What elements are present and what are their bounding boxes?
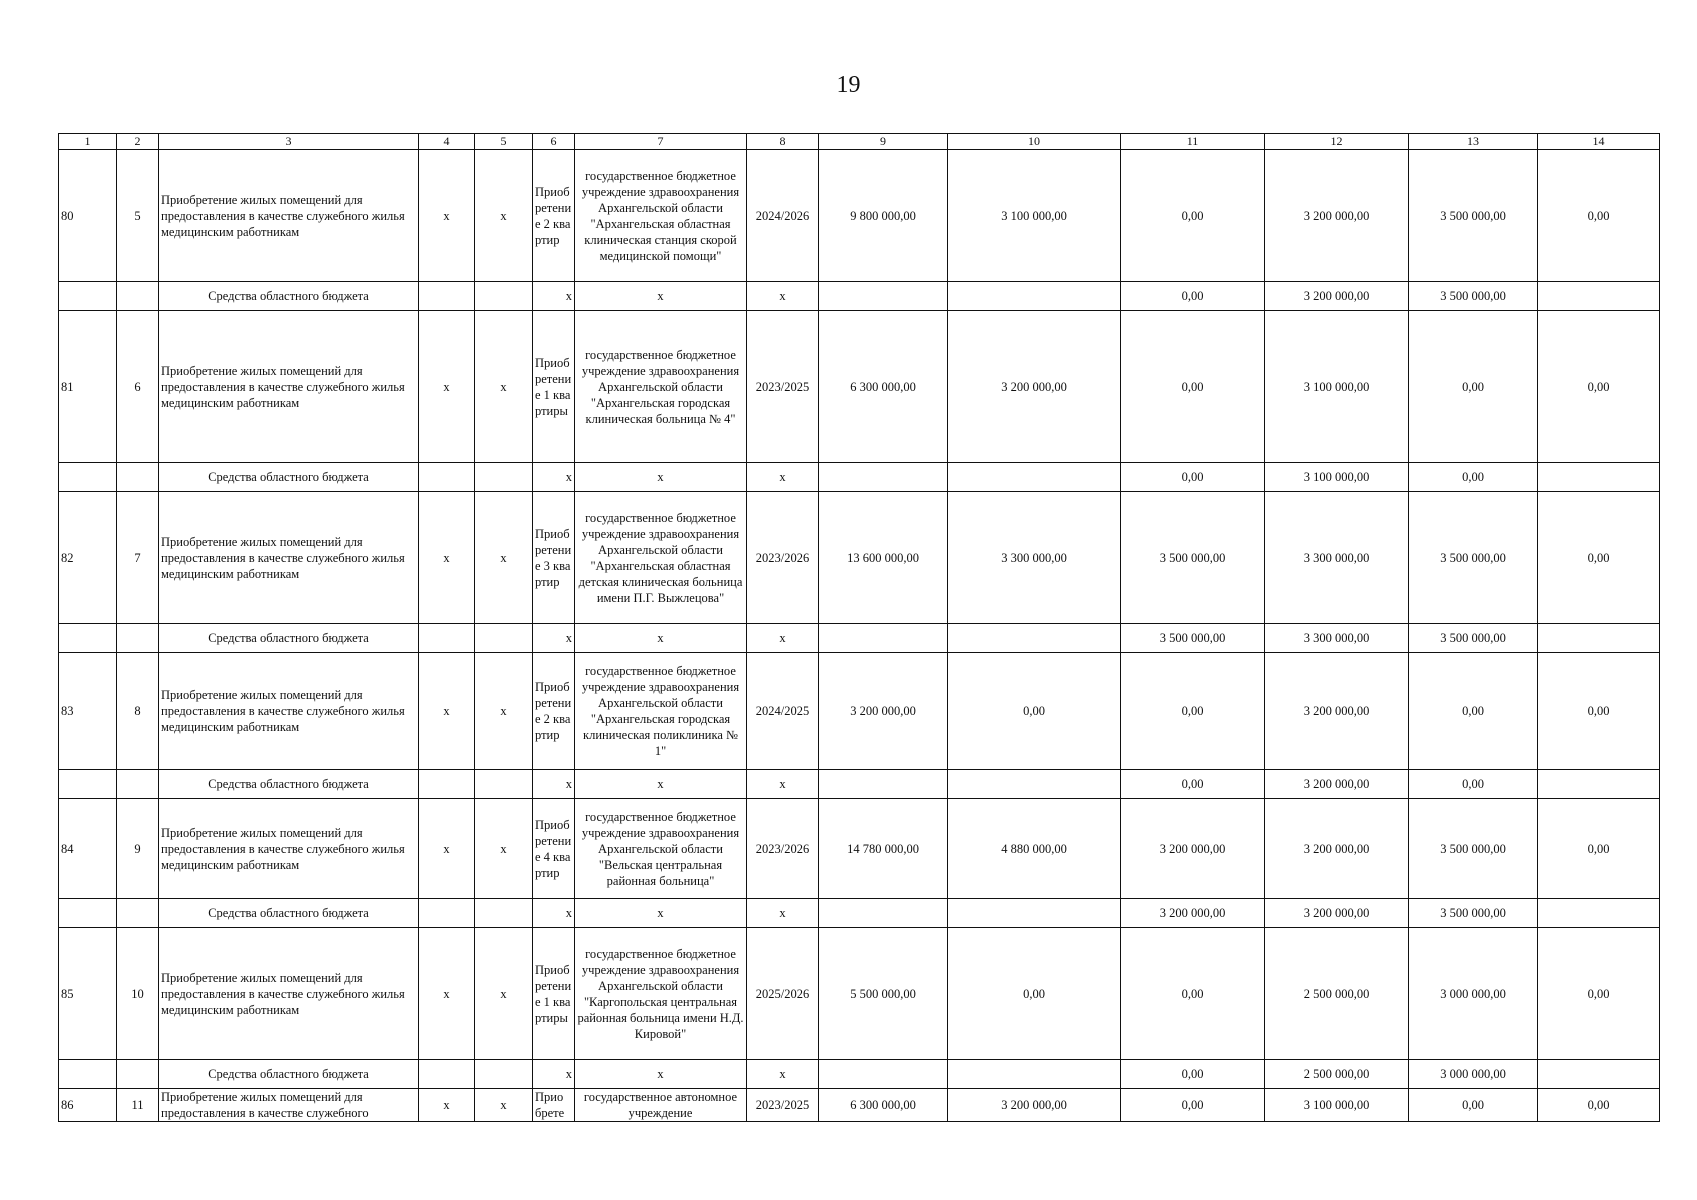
institution-name: государственное бюджетное учреждение здравоохранения Архангельской области "Архангельская городская клиническая поликлиника № 1" xyxy=(575,653,747,770)
empty-cell xyxy=(819,282,948,311)
amount-col12: 3 300 000,00 xyxy=(1265,492,1409,624)
amount-col11: 0,00 xyxy=(1121,653,1265,770)
period: 2024/2026 xyxy=(747,150,819,282)
program-table xyxy=(58,133,1660,1122)
empty-cell xyxy=(948,624,1121,653)
empty-cell xyxy=(419,624,475,653)
measure-type: Приобретение 3 квартир xyxy=(533,492,575,624)
col7-cell: х xyxy=(575,1060,747,1089)
amount-col14: 0,00 xyxy=(1538,928,1660,1060)
amount-col13: 3 500 000,00 xyxy=(1409,899,1538,928)
col8-cell: х xyxy=(747,899,819,928)
col4-cell: х xyxy=(419,492,475,624)
header-cell: 11 xyxy=(1121,134,1265,150)
funding-source-label: Средства областного бюджета xyxy=(159,1060,419,1089)
amount-col13: 3 500 000,00 xyxy=(1409,150,1538,282)
amount-col13: 3 500 000,00 xyxy=(1409,799,1538,899)
col6-cell: х xyxy=(533,1060,575,1089)
empty-cell xyxy=(1538,770,1660,799)
row-number: 83 xyxy=(59,653,117,770)
institution-name: государственное автономное учреждение xyxy=(575,1089,747,1122)
funding-source-row xyxy=(59,1060,1660,1089)
page-number: 19 xyxy=(836,72,861,98)
empty-cell xyxy=(1538,899,1660,928)
empty-cell xyxy=(59,463,117,492)
empty-cell xyxy=(59,282,117,311)
header-cell: 7 xyxy=(575,134,747,150)
col6-cell: х xyxy=(533,463,575,492)
col8-cell: х xyxy=(747,770,819,799)
empty-cell xyxy=(475,899,533,928)
empty-cell xyxy=(475,770,533,799)
empty-cell xyxy=(59,1060,117,1089)
amount-col10: 3 200 000,00 xyxy=(948,311,1121,463)
total-amount: 3 200 000,00 xyxy=(819,653,948,770)
amount-col10: 3 200 000,00 xyxy=(948,1089,1121,1122)
col5-cell: х xyxy=(475,799,533,899)
institution-name: государственное бюджетное учреждение здравоохранения Архангельской области "Архангельская областная детская клиническая больница имени П.Г. Выжлецова" xyxy=(575,492,747,624)
total-amount: 14 780 000,00 xyxy=(819,799,948,899)
amount-col12: 3 100 000,00 xyxy=(1265,1089,1409,1122)
table-row xyxy=(59,1089,1660,1122)
col7-cell: х xyxy=(575,899,747,928)
total-amount: 6 300 000,00 xyxy=(819,1089,948,1122)
institution-name: государственное бюджетное учреждение здравоохранения Архангельской области "Архангельская областная клиническая станция скорой медицинской помощи" xyxy=(575,150,747,282)
empty-cell xyxy=(1538,463,1660,492)
measure-type: Приобретение 2 квартир xyxy=(533,150,575,282)
amount-col11: 3 200 000,00 xyxy=(1121,899,1265,928)
empty-cell xyxy=(1538,624,1660,653)
sub-number: 10 xyxy=(117,928,159,1060)
header-cell: 8 xyxy=(747,134,819,150)
amount-col14: 0,00 xyxy=(1538,1089,1660,1122)
amount-col10: 3 300 000,00 xyxy=(948,492,1121,624)
sub-number: 11 xyxy=(117,1089,159,1122)
col5-cell: х xyxy=(475,492,533,624)
amount-col13: 0,00 xyxy=(1409,1089,1538,1122)
amount-col11: 0,00 xyxy=(1121,463,1265,492)
measure-name: Приобретение жилых помещений для предоставления в качестве служебного жилья медицинским работникам xyxy=(159,928,419,1060)
amount-col14: 0,00 xyxy=(1538,799,1660,899)
empty-cell xyxy=(819,624,948,653)
col6-cell: х xyxy=(533,624,575,653)
col5-cell: х xyxy=(475,311,533,463)
amount-col14: 0,00 xyxy=(1538,492,1660,624)
amount-col14: 0,00 xyxy=(1538,653,1660,770)
amount-col12: 3 200 000,00 xyxy=(1265,150,1409,282)
table-row xyxy=(59,799,1660,899)
measure-name: Приобретение жилых помещений для предоставления в качестве служебного жилья медицинским работникам xyxy=(159,311,419,463)
measure-name: Приобретение жилых помещений для предоставления в качестве служебного жилья медицинским работникам xyxy=(159,492,419,624)
amount-col12: 3 200 000,00 xyxy=(1265,899,1409,928)
empty-cell xyxy=(419,1060,475,1089)
row-number: 82 xyxy=(59,492,117,624)
empty-cell xyxy=(819,770,948,799)
col7-cell: х xyxy=(575,770,747,799)
empty-cell xyxy=(117,770,159,799)
col6-cell: х xyxy=(533,282,575,311)
empty-cell xyxy=(117,282,159,311)
funding-source-row xyxy=(59,624,1660,653)
amount-col11: 0,00 xyxy=(1121,282,1265,311)
funding-source-label: Средства областного бюджета xyxy=(159,282,419,311)
amount-col13: 0,00 xyxy=(1409,770,1538,799)
col4-cell: х xyxy=(419,150,475,282)
amount-col11: 0,00 xyxy=(1121,150,1265,282)
amount-col12: 3 300 000,00 xyxy=(1265,624,1409,653)
measure-type: Приобретение 1 квартиры xyxy=(533,311,575,463)
measure-name: Приобретение жилых помещений для предоставления в качестве служебного жилья медицинским работникам xyxy=(159,653,419,770)
table-row xyxy=(59,928,1660,1060)
col4-cell: х xyxy=(419,653,475,770)
funding-source-label: Средства областного бюджета xyxy=(159,899,419,928)
amount-col11: 0,00 xyxy=(1121,1089,1265,1122)
header-cell: 9 xyxy=(819,134,948,150)
col8-cell: х xyxy=(747,282,819,311)
amount-col14: 0,00 xyxy=(1538,311,1660,463)
col6-cell: х xyxy=(533,899,575,928)
period: 2023/2026 xyxy=(747,799,819,899)
empty-cell xyxy=(117,624,159,653)
col7-cell: х xyxy=(575,463,747,492)
amount-col13: 0,00 xyxy=(1409,653,1538,770)
amount-col13: 0,00 xyxy=(1409,311,1538,463)
amount-col13: 3 500 000,00 xyxy=(1409,624,1538,653)
col4-cell: х xyxy=(419,799,475,899)
amount-col11: 0,00 xyxy=(1121,1060,1265,1089)
col8-cell: х xyxy=(747,1060,819,1089)
amount-col12: 2 500 000,00 xyxy=(1265,928,1409,1060)
empty-cell xyxy=(475,1060,533,1089)
amount-col12: 3 200 000,00 xyxy=(1265,653,1409,770)
col4-cell: х xyxy=(419,1089,475,1122)
amount-col12: 3 200 000,00 xyxy=(1265,770,1409,799)
col4-cell: х xyxy=(419,928,475,1060)
amount-col11: 0,00 xyxy=(1121,770,1265,799)
header-cell: 10 xyxy=(948,134,1121,150)
row-number: 85 xyxy=(59,928,117,1060)
table-row xyxy=(59,492,1660,624)
amount-col13: 3 000 000,00 xyxy=(1409,1060,1538,1089)
header-cell: 14 xyxy=(1538,134,1660,150)
period: 2025/2026 xyxy=(747,928,819,1060)
amount-col11: 0,00 xyxy=(1121,311,1265,463)
period: 2023/2025 xyxy=(747,1089,819,1122)
col4-cell: х xyxy=(419,311,475,463)
col6-cell: х xyxy=(533,770,575,799)
empty-cell xyxy=(59,624,117,653)
empty-cell xyxy=(475,463,533,492)
empty-cell xyxy=(948,1060,1121,1089)
total-amount: 13 600 000,00 xyxy=(819,492,948,624)
row-number: 86 xyxy=(59,1089,117,1122)
amount-col13: 3 000 000,00 xyxy=(1409,928,1538,1060)
funding-source-label: Средства областного бюджета xyxy=(159,463,419,492)
empty-cell xyxy=(59,770,117,799)
measure-type: Приобретение 4 квартир xyxy=(533,799,575,899)
funding-source-row xyxy=(59,463,1660,492)
measure-type: Приобретение 2 квартир xyxy=(533,653,575,770)
empty-cell xyxy=(948,282,1121,311)
header-cell: 6 xyxy=(533,134,575,150)
col7-cell: х xyxy=(575,624,747,653)
sub-number: 7 xyxy=(117,492,159,624)
empty-cell xyxy=(819,463,948,492)
amount-col12: 3 200 000,00 xyxy=(1265,799,1409,899)
amount-col11: 3 200 000,00 xyxy=(1121,799,1265,899)
amount-col12: 3 100 000,00 xyxy=(1265,311,1409,463)
col8-cell: х xyxy=(747,463,819,492)
row-number: 81 xyxy=(59,311,117,463)
period: 2024/2025 xyxy=(747,653,819,770)
period: 2023/2025 xyxy=(747,311,819,463)
col5-cell: х xyxy=(475,928,533,1060)
header-cell: 5 xyxy=(475,134,533,150)
sub-number: 6 xyxy=(117,311,159,463)
measure-type: Прио брете xyxy=(533,1089,575,1122)
funding-source-label: Средства областного бюджета xyxy=(159,770,419,799)
amount-col10: 3 100 000,00 xyxy=(948,150,1121,282)
period: 2023/2026 xyxy=(747,492,819,624)
row-number: 84 xyxy=(59,799,117,899)
empty-cell xyxy=(117,1060,159,1089)
total-amount: 9 800 000,00 xyxy=(819,150,948,282)
header-cell: 4 xyxy=(419,134,475,150)
amount-col13: 3 500 000,00 xyxy=(1409,282,1538,311)
table-row xyxy=(59,311,1660,463)
funding-source-row xyxy=(59,282,1660,311)
amount-col11: 0,00 xyxy=(1121,928,1265,1060)
funding-source-label: Средства областного бюджета xyxy=(159,624,419,653)
sub-number: 9 xyxy=(117,799,159,899)
amount-col11: 3 500 000,00 xyxy=(1121,624,1265,653)
amount-col13: 0,00 xyxy=(1409,463,1538,492)
empty-cell xyxy=(475,282,533,311)
empty-cell xyxy=(819,1060,948,1089)
amount-col12: 3 100 000,00 xyxy=(1265,463,1409,492)
amount-col10: 0,00 xyxy=(948,928,1121,1060)
total-amount: 6 300 000,00 xyxy=(819,311,948,463)
empty-cell xyxy=(419,899,475,928)
measure-name: Приобретение жилых помещений для предоставления в качестве служебного xyxy=(159,1089,419,1122)
row-number: 80 xyxy=(59,150,117,282)
sub-number: 8 xyxy=(117,653,159,770)
measure-name: Приобретение жилых помещений для предоставления в качестве служебного жилья медицинским работникам xyxy=(159,799,419,899)
institution-name: государственное бюджетное учреждение здравоохранения Архангельской области "Вельская центральная районная больница" xyxy=(575,799,747,899)
amount-col12: 2 500 000,00 xyxy=(1265,1060,1409,1089)
funding-source-row xyxy=(59,770,1660,799)
header-cell: 2 xyxy=(117,134,159,150)
empty-cell xyxy=(475,624,533,653)
sub-number: 5 xyxy=(117,150,159,282)
header-cell: 3 xyxy=(159,134,419,150)
amount-col12: 3 200 000,00 xyxy=(1265,282,1409,311)
header-cell: 12 xyxy=(1265,134,1409,150)
empty-cell xyxy=(1538,282,1660,311)
empty-cell xyxy=(59,899,117,928)
header-cell: 13 xyxy=(1409,134,1538,150)
col5-cell: х xyxy=(475,653,533,770)
amount-col11: 3 500 000,00 xyxy=(1121,492,1265,624)
empty-cell xyxy=(419,770,475,799)
empty-cell xyxy=(419,282,475,311)
col5-cell: х xyxy=(475,1089,533,1122)
measure-name: Приобретение жилых помещений для предоставления в качестве служебного жилья медицинским работникам xyxy=(159,150,419,282)
amount-col10: 0,00 xyxy=(948,653,1121,770)
table-row xyxy=(59,150,1660,282)
empty-cell xyxy=(117,463,159,492)
total-amount: 5 500 000,00 xyxy=(819,928,948,1060)
measure-type: Приобретение 1 квартиры xyxy=(533,928,575,1060)
amount-col10: 4 880 000,00 xyxy=(948,799,1121,899)
table-row xyxy=(59,653,1660,770)
col7-cell: х xyxy=(575,282,747,311)
funding-source-row xyxy=(59,899,1660,928)
empty-cell xyxy=(948,463,1121,492)
amount-col14: 0,00 xyxy=(1538,150,1660,282)
empty-cell xyxy=(948,770,1121,799)
col5-cell: х xyxy=(475,150,533,282)
institution-name: государственное бюджетное учреждение здравоохранения Архангельской области "Архангельская городская клиническая больница № 4" xyxy=(575,311,747,463)
header-cell: 1 xyxy=(59,134,117,150)
column-number-header xyxy=(59,134,1660,150)
empty-cell xyxy=(948,899,1121,928)
empty-cell xyxy=(117,899,159,928)
amount-col13: 3 500 000,00 xyxy=(1409,492,1538,624)
empty-cell xyxy=(819,899,948,928)
empty-cell xyxy=(419,463,475,492)
institution-name: государственное бюджетное учреждение здравоохранения Архангельской области "Каргопольская центральная районная больница имени Н.Д. Кировой" xyxy=(575,928,747,1060)
empty-cell xyxy=(1538,1060,1660,1089)
col8-cell: х xyxy=(747,624,819,653)
